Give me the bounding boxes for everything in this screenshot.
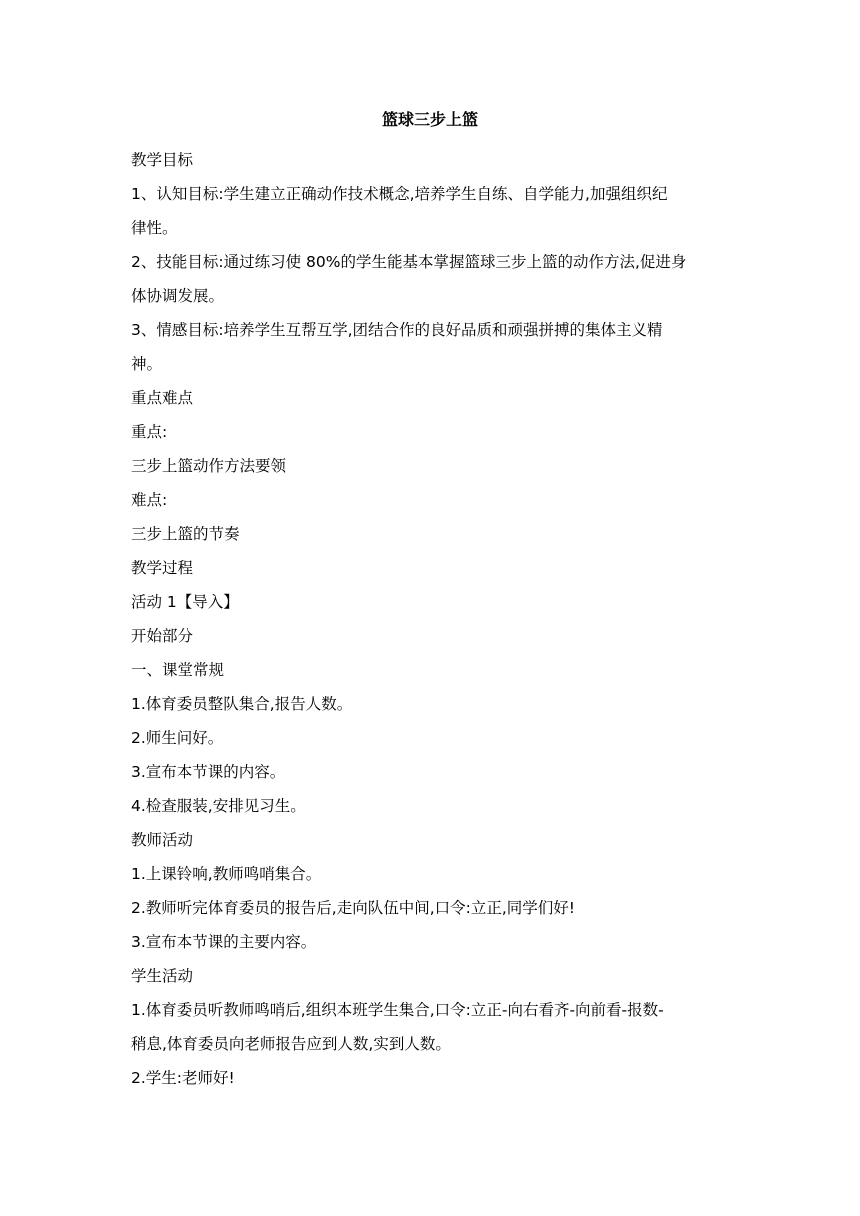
paragraph-line: 2.师生问好。 <box>131 729 224 747</box>
paragraph-line: 三步上篮动作方法要领 <box>131 457 287 475</box>
paragraph-line: 4.检查服装,安排见习生。 <box>131 797 306 815</box>
paragraph-line: 重点: <box>131 423 168 441</box>
paragraph-line: 律性。 <box>131 219 178 237</box>
section-heading-key-points: 重点难点 <box>131 389 194 407</box>
paragraph-line: 稍息,体育委员向老师报告应到人数,实到人数。 <box>131 1035 451 1053</box>
paragraph-line: 1.上课铃响,教师鸣哨集合。 <box>131 865 322 883</box>
paragraph-line: 1、认知目标:学生建立正确动作技术概念,培养学生自练、自学能力,加强组织纪 <box>131 185 668 203</box>
paragraph-line: 开始部分 <box>131 627 194 645</box>
document-title: 篮球三步上篮 <box>381 110 478 129</box>
paragraph-line: 神。 <box>131 355 163 373</box>
section-heading-teaching-goals: 教学目标 <box>131 151 194 169</box>
paragraph-line: 3、情感目标:培养学生互帮互学,团结合作的良好品质和顽强拼搏的集体主义精 <box>131 321 663 339</box>
paragraph-line: 2、技能目标:通过练习使 80%的学生能基本掌握篮球三步上篮的动作方法,促进身 <box>131 253 687 271</box>
document-body <box>131 143 731 1095</box>
section-heading-teacher-activity: 教师活动 <box>131 831 194 849</box>
paragraph-line: 体协调发展。 <box>131 287 225 305</box>
section-heading-student-activity: 学生活动 <box>131 967 194 985</box>
section-heading-teaching-process: 教学过程 <box>131 559 194 577</box>
paragraph-line: 1.体育委员整队集合,报告人数。 <box>131 695 353 713</box>
paragraph-line: 难点: <box>131 491 168 509</box>
paragraph-line: 3.宣布本节课的内容。 <box>131 763 286 781</box>
paragraph-line: 2.学生:老师好! <box>131 1069 235 1087</box>
paragraph-line: 3.宣布本节课的主要内容。 <box>131 933 317 951</box>
paragraph-line: 三步上篮的节奏 <box>131 525 240 543</box>
paragraph-line: 一、课堂常规 <box>131 661 225 679</box>
paragraph-line: 2.教师听完体育委员的报告后,走向队伍中间,口令:立正,同学们好! <box>131 899 576 917</box>
paragraph-line: 1.体育委员听教师鸣哨后,组织本班学生集合,口令:立正-向右看齐-向前看-报数- <box>131 1001 664 1019</box>
activity-heading: 活动 1【导入】 <box>131 593 239 611</box>
